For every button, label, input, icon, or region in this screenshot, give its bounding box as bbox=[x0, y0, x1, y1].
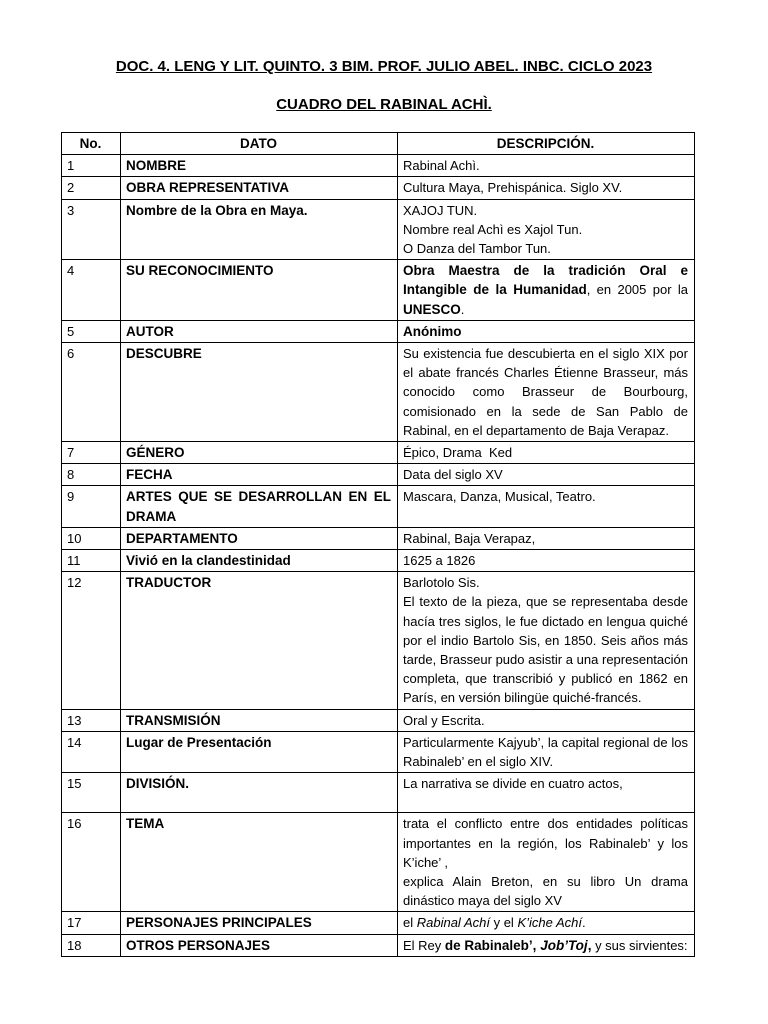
row-descripcion bbox=[398, 260, 695, 321]
table-header-row bbox=[62, 133, 695, 155]
row-number: 15 bbox=[62, 773, 121, 813]
row-number: 9 bbox=[62, 486, 121, 527]
row-dato: TEMA bbox=[121, 813, 398, 912]
row-number: 10 bbox=[62, 527, 121, 549]
row-number: 6 bbox=[62, 343, 121, 442]
row-descripcion: 1625 a 1826 bbox=[398, 550, 695, 572]
table-row bbox=[62, 442, 695, 464]
row-descripcion bbox=[398, 572, 695, 709]
table-row bbox=[62, 773, 695, 813]
table-row bbox=[62, 464, 695, 486]
row-descripcion: Cultura Maya, Prehispánica. Siglo XV. bbox=[398, 177, 695, 199]
table-row bbox=[62, 527, 695, 549]
desc-text: el bbox=[403, 915, 417, 931]
table-row bbox=[62, 813, 695, 912]
desc-italic: K’iche Achí bbox=[517, 915, 582, 931]
row-dato: Vivió en la clandestinidad bbox=[121, 550, 398, 572]
row-number: 5 bbox=[62, 320, 121, 342]
row-descripcion bbox=[398, 934, 695, 956]
table-row bbox=[62, 572, 695, 709]
row-dato: ARTES QUE SE DESARROLLAN EN EL DRAMA bbox=[121, 486, 398, 527]
desc-text: . bbox=[460, 301, 465, 317]
column-header-descripcion: DESCRIPCIÓN. bbox=[398, 133, 695, 155]
table-row bbox=[62, 343, 695, 442]
row-dato: DESCUBRE bbox=[121, 343, 398, 442]
table-row bbox=[62, 177, 695, 199]
row-number: 12 bbox=[62, 572, 121, 709]
row-dato: DIVISIÓN. bbox=[121, 773, 398, 813]
desc-line: XAJOJ TUN. bbox=[403, 202, 478, 218]
row-dato: TRADUCTOR bbox=[121, 572, 398, 709]
row-descripcion: Rabinal, Baja Verapaz, bbox=[398, 527, 695, 549]
desc-line: explica Alain Breton, en su libro Un drama dinástico maya del siglo XV bbox=[403, 873, 688, 909]
desc-text: y el bbox=[489, 915, 518, 931]
desc-line: O Danza del Tambor Tun. bbox=[403, 241, 551, 257]
row-descripcion: La narrativa se divide en cuatro actos, bbox=[398, 773, 695, 813]
row-dato: DEPARTAMENTO bbox=[121, 527, 398, 549]
table-row bbox=[62, 320, 695, 342]
row-descripcion: Oral y Escrita. bbox=[398, 709, 695, 731]
table-row bbox=[62, 709, 695, 731]
row-number: 11 bbox=[62, 550, 121, 572]
row-descripcion: Particularmente Kajyub’, la capital regional de los Rabinaleb’ en el siglo XIV. bbox=[398, 731, 695, 772]
document-subtitle: CUADRO DEL RABINAL ACHÌ. bbox=[276, 96, 492, 113]
row-descripcion: Rabinal Achì. bbox=[398, 155, 695, 177]
row-descripcion: Data del siglo XV bbox=[398, 464, 695, 486]
desc-bold-italic: Job’Toj bbox=[540, 937, 588, 953]
desc-line: Nombre real Achì es Xajol Tun. bbox=[403, 221, 583, 237]
row-descripcion bbox=[398, 912, 695, 934]
row-dato: PERSONAJES PRINCIPALES bbox=[121, 912, 398, 934]
row-number: 4 bbox=[62, 260, 121, 321]
rabinal-achi-table bbox=[61, 132, 695, 957]
desc-text: , en 2005 por la bbox=[586, 282, 688, 298]
column-header-dato: DATO bbox=[121, 133, 398, 155]
row-number: 1 bbox=[62, 155, 121, 177]
table-row bbox=[62, 550, 695, 572]
document-heading: DOC. 4. LENG Y LIT. QUINTO. 3 BIM. PROF. JULIO ABEL. INBC. CICLO 2023 bbox=[115, 58, 653, 75]
row-number: 14 bbox=[62, 731, 121, 772]
table-row bbox=[62, 731, 695, 772]
table-row bbox=[62, 260, 695, 321]
row-dato: NOMBRE bbox=[121, 155, 398, 177]
row-dato: OTROS PERSONAJES bbox=[121, 934, 398, 956]
column-header-no: No. bbox=[62, 133, 121, 155]
row-descripcion: Su existencia fue descubierta en el siglo XIX por el abate francés Charles Étienne Brasseur, más conocido como Brasseur de Bourbourg, comisionado en la sede de San Pablo de Rabinal, en el departamento de Baja Verapaz. bbox=[398, 343, 695, 442]
row-dato: Nombre de la Obra en Maya. bbox=[121, 199, 398, 260]
row-descripcion bbox=[398, 813, 695, 912]
row-dato: OBRA REPRESENTATIVA bbox=[121, 177, 398, 199]
table-row bbox=[62, 486, 695, 527]
row-number: 13 bbox=[62, 709, 121, 731]
row-descripcion bbox=[398, 199, 695, 260]
desc-line: El texto de la pieza, que se representaba desde hacía tres siglos, le fue dictado en lengua quiché por el indio Bartolo Sis, en 1850. Seis años más tarde, Brasseur pudo asistir a una representación completa, que transcribió y publicó en 1862 en París, en versión bilingüe quiché-francés. bbox=[403, 594, 688, 706]
row-dato: TRANSMISIÓN bbox=[121, 709, 398, 731]
row-dato: SU RECONOCIMIENTO bbox=[121, 260, 398, 321]
table-row bbox=[62, 912, 695, 934]
row-dato: FECHA bbox=[121, 464, 398, 486]
desc-italic: Rabinal Achí bbox=[416, 915, 490, 931]
row-number: 8 bbox=[62, 464, 121, 486]
desc-text: El Rey bbox=[403, 937, 445, 953]
row-number: 16 bbox=[62, 813, 121, 912]
desc-line: trata el conflicto entre dos entidades políticas importantes en la región, los Rabinaleb’ y los K’iche’ , bbox=[403, 816, 688, 870]
row-dato: GÉNERO bbox=[121, 442, 398, 464]
desc-line: Barlotolo Sis. bbox=[403, 575, 480, 591]
table-row bbox=[62, 155, 695, 177]
row-descripcion: Mascara, Danza, Musical, Teatro. bbox=[398, 486, 695, 527]
desc-text: . bbox=[582, 915, 586, 931]
row-descripcion: Épico, Drama Ked bbox=[398, 442, 695, 464]
row-number: 18 bbox=[62, 934, 121, 956]
desc-bold: Obra Maestra de la tradición Oral e Intangible de la Humanidad bbox=[403, 263, 688, 298]
desc-bold: UNESCO bbox=[403, 301, 461, 317]
row-number: 17 bbox=[62, 912, 121, 934]
row-descripcion: Anónimo bbox=[398, 320, 695, 342]
row-number: 3 bbox=[62, 199, 121, 260]
row-number: 7 bbox=[62, 442, 121, 464]
desc-text: y sus sirvientes: bbox=[591, 937, 688, 953]
table-row bbox=[62, 934, 695, 956]
row-number: 2 bbox=[62, 177, 121, 199]
row-dato: AUTOR bbox=[121, 320, 398, 342]
row-dato: Lugar de Presentación bbox=[121, 731, 398, 772]
desc-bold: , bbox=[587, 937, 592, 953]
table-row bbox=[62, 199, 695, 260]
desc-bold: de Rabinaleb’, bbox=[444, 937, 541, 953]
